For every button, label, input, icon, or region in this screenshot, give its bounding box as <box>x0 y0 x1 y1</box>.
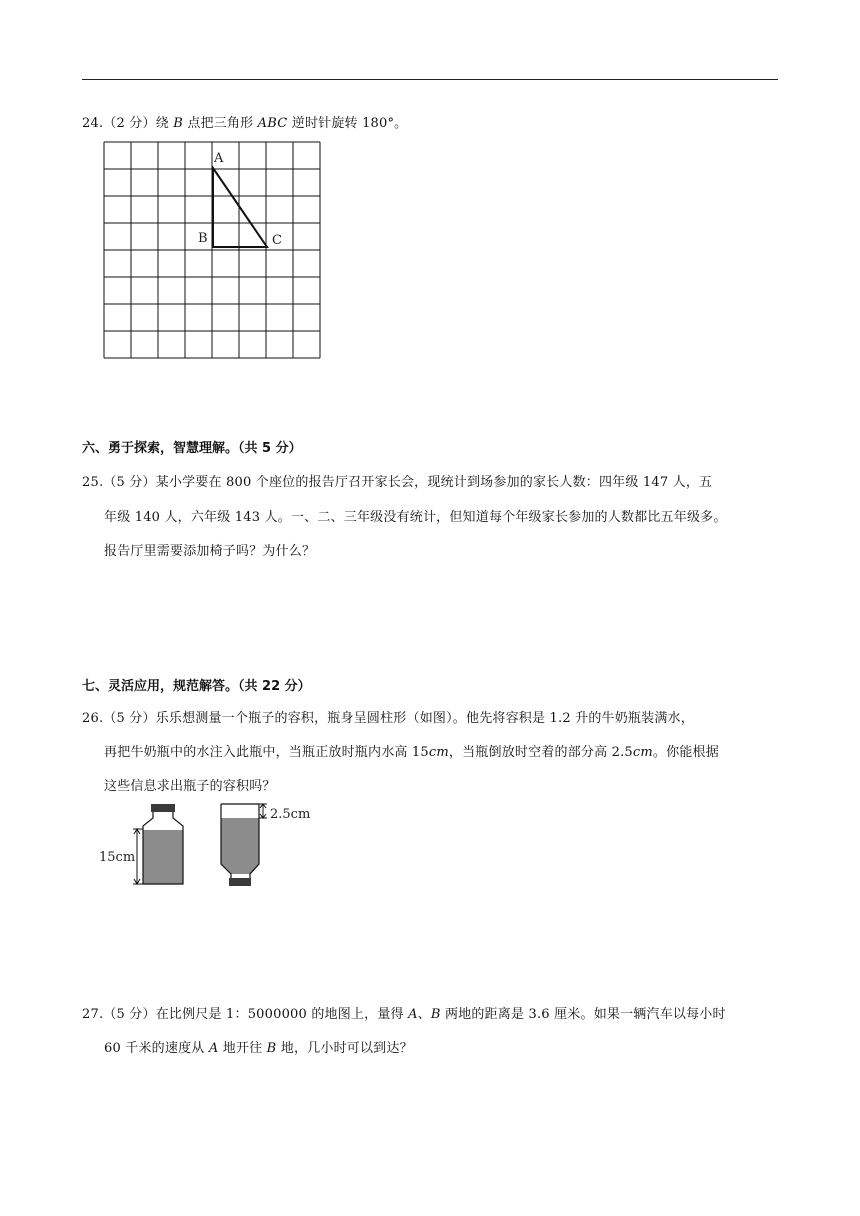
q24-number: 24. <box>82 116 104 131</box>
q27-line-1 <box>82 1003 726 1022</box>
q27-var-b: B <box>430 1007 441 1022</box>
q24-label-b: B <box>198 231 208 246</box>
q26-line-3: 这些信息求出瓶子的容积吗？ <box>104 779 276 794</box>
q27-line1-pre: 在比例尺是 1：5000000 的地图上，量得 <box>155 1007 409 1022</box>
q26-text-1: 乐乐想测量一个瓶子的容积，瓶身呈圆柱形（如图）。他先将容积是 1.2 升的牛奶瓶装满水， <box>155 711 694 726</box>
q25-text-1: 某小学要在 800 个座位的报告厅召开家长会，现统计到场参加的家长人数：四年级 147 人，五 <box>155 475 713 490</box>
header-rule <box>82 79 778 80</box>
q24-text-mid: 点把三角形 <box>183 116 258 131</box>
q24-score: （2 分） <box>103 116 156 131</box>
section-7-title: 七、灵活应用，规范解答。（共 22 分） <box>82 679 311 694</box>
q27-score: （5 分） <box>103 1007 156 1022</box>
q24-var-b: B <box>173 116 183 131</box>
q27-var-a-2: A <box>208 1041 219 1056</box>
q24-label-a: A <box>214 151 224 166</box>
q27-line-2 <box>104 1037 413 1056</box>
q24-grid-figure <box>90 140 340 365</box>
q26-number: 26. <box>82 711 104 726</box>
q25-number: 25. <box>82 475 104 490</box>
label-25cm: 2.5cm <box>270 807 311 822</box>
q24-text <box>82 112 407 131</box>
q26-score: （5 分） <box>103 711 156 726</box>
q27-line2-mid: 地开往 <box>218 1041 267 1056</box>
q26-bottle-figure <box>95 800 335 895</box>
q24-triangle-abc <box>213 168 267 247</box>
q25-line-3: 报告厅里需要添加椅子吗？为什么？ <box>104 544 316 559</box>
q24-text-pre: 绕 <box>155 116 174 131</box>
section-6-title: 六、勇于探索，智慧理解。（共 5 分） <box>82 441 302 456</box>
q27-sep: 、 <box>417 1007 431 1022</box>
q24-text-post: 逆时针旋转 180°。 <box>287 116 408 131</box>
q25-line-2: 年级 140 人，六年级 143 人。一、二、三年级没有统计，但知道每个年级家长参加的人数都比五年级多。 <box>104 510 727 525</box>
q24-var-abc: ABC <box>257 116 288 131</box>
upright-bottle <box>99 804 183 884</box>
upright-bottle-water <box>143 830 183 884</box>
q24-label-c: C <box>272 233 282 248</box>
q26-unit-cm-2: cm <box>632 745 653 760</box>
q26-line2-mid: ，当瓶倒放时空着的部分高 2.5 <box>448 745 633 760</box>
inverted-bottle <box>221 804 310 886</box>
q26-line2-post: 。你能根据 <box>652 745 719 760</box>
inverted-bottle-cap <box>229 878 251 886</box>
q27-line2-post: 地，几小时可以到达？ <box>276 1041 413 1056</box>
q26-line-1 <box>82 707 694 726</box>
upright-bottle-cap <box>151 804 175 812</box>
q26-unit-cm-1: cm <box>428 745 449 760</box>
inverted-bottle-water <box>221 818 259 874</box>
q27-line1-post: 两地的距离是 3.6 厘米。如果一辆汽车以每小时 <box>440 1007 726 1022</box>
q26-line-2 <box>104 741 719 760</box>
q27-number: 27. <box>82 1007 104 1022</box>
q27-var-a: A <box>408 1007 418 1022</box>
q27-line2-pre: 60 千米的速度从 <box>104 1041 209 1056</box>
label-15cm: 15cm <box>99 850 136 865</box>
q27-var-b-2: B <box>266 1041 277 1056</box>
q26-line2-pre: 再把牛奶瓶中的水注入此瓶中，当瓶正放时瓶内水高 15 <box>104 745 429 760</box>
q25-score: （5 分） <box>103 475 156 490</box>
q25-line-1 <box>82 471 712 490</box>
